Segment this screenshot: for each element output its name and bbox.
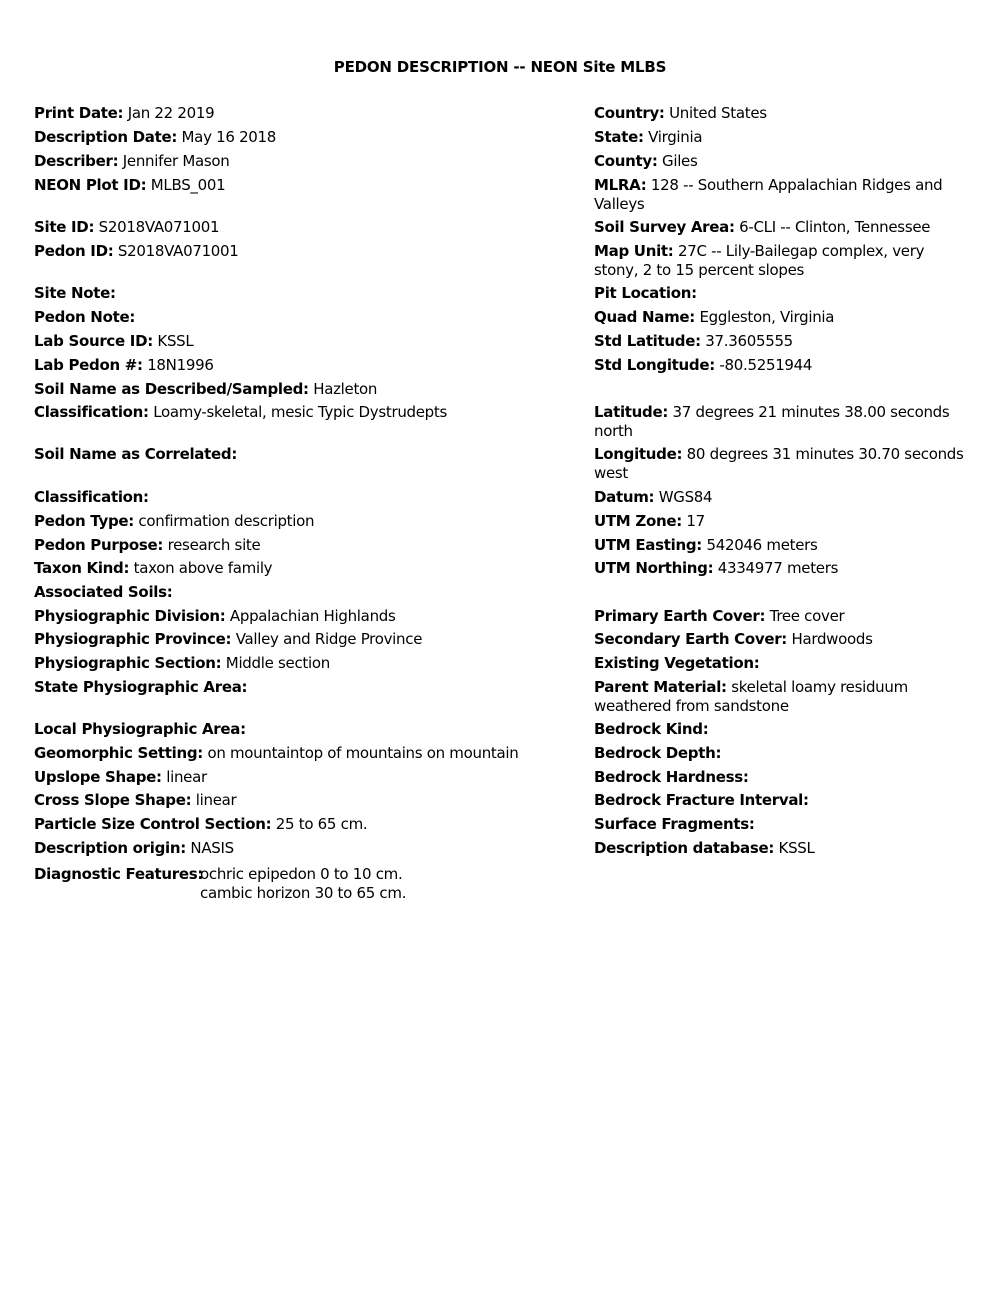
field-pedon-type: Pedon Type: confirmation description: [34, 512, 315, 530]
diagnostic-feature-item: ochric epipedon 0 to 10 cm.: [200, 865, 403, 883]
field-classification-correlated: Classification:: [34, 488, 149, 506]
field-soil-name-described: Soil Name as Described/Sampled: Hazleton: [34, 380, 378, 398]
field-utm-northing: UTM Northing: 4334977 meters: [594, 559, 839, 577]
field-site-id: Site ID: S2018VA071001: [34, 218, 220, 236]
field-map-unit: Map Unit: 27C -- Lily-Bailegap complex, very stony, 2 to 15 percent slopes: [594, 242, 925, 279]
field-describer: Describer: Jennifer Mason: [34, 152, 230, 170]
field-county: County: Giles: [594, 152, 698, 170]
field-std-longitude: Std Longitude: -80.5251944: [594, 356, 813, 374]
field-bedrock-kind: Bedrock Kind:: [594, 720, 709, 738]
field-lab-source-id: Lab Source ID: KSSL: [34, 332, 194, 350]
field-print-date: Print Date: Jan 22 2019: [34, 104, 215, 122]
field-utm-zone: UTM Zone: 17: [594, 512, 705, 530]
field-physiographic-division: Physiographic Division: Appalachian Highlands: [34, 607, 396, 625]
field-pedon-id: Pedon ID: S2018VA071001: [34, 242, 239, 260]
field-bedrock-fracture-interval: Bedrock Fracture Interval:: [594, 791, 809, 809]
field-physiographic-province: Physiographic Province: Valley and Ridge Province: [34, 630, 423, 648]
field-parent-material: Parent Material: skeletal loamy residuum weathered from sandstone: [594, 678, 908, 715]
field-quad-name: Quad Name: Eggleston, Virginia: [594, 308, 835, 326]
field-state-physiographic-area: State Physiographic Area:: [34, 678, 248, 696]
diagnostic-feature-item: cambic horizon 30 to 65 cm.: [200, 884, 407, 902]
field-soil-name-correlated: Soil Name as Correlated:: [34, 445, 238, 463]
field-diagnostic-features: Diagnostic Features:: [34, 865, 204, 883]
field-geomorphic-setting: Geomorphic Setting: on mountaintop of mountains on mountain: [34, 744, 519, 762]
field-primary-earth-cover: Primary Earth Cover: Tree cover: [594, 607, 845, 625]
field-pedon-note: Pedon Note:: [34, 308, 136, 326]
field-bedrock-hardness: Bedrock Hardness:: [594, 768, 749, 786]
field-state: State: Virginia: [594, 128, 703, 146]
field-particle-size-control-section: Particle Size Control Section: 25 to 65 cm.: [34, 815, 368, 833]
field-country: Country: United States: [594, 104, 767, 122]
field-physiographic-section: Physiographic Section: Middle section: [34, 654, 330, 672]
field-existing-vegetation: Existing Vegetation:: [594, 654, 760, 672]
field-upslope-shape: Upslope Shape: linear: [34, 768, 207, 786]
page-title: PEDON DESCRIPTION -- NEON Site MLBS: [333, 58, 667, 76]
field-soil-survey-area: Soil Survey Area: 6-CLI -- Clinton, Tennessee: [594, 218, 931, 236]
field-bedrock-depth: Bedrock Depth:: [594, 744, 722, 762]
field-datum: Datum: WGS84: [594, 488, 713, 506]
field-description-database: Description database: KSSL: [594, 839, 815, 857]
field-taxon-kind: Taxon Kind: taxon above family: [34, 559, 273, 577]
field-associated-soils: Associated Soils:: [34, 583, 173, 601]
field-longitude: Longitude: 80 degrees 31 minutes 30.70 seconds west: [594, 445, 964, 482]
field-latitude: Latitude: 37 degrees 21 minutes 38.00 seconds north: [594, 403, 950, 440]
diagnostic-features-list: [200, 865, 406, 903]
field-neon-plot-id: NEON Plot ID: MLBS_001: [34, 176, 226, 194]
field-classification: Classification: Loamy-skeletal, mesic Typic Dystrudepts: [34, 403, 447, 421]
field-mlra: MLRA: 128 -- Southern Appalachian Ridges and Valleys: [594, 176, 943, 213]
field-cross-slope-shape: Cross Slope Shape: linear: [34, 791, 237, 809]
field-description-origin: Description origin: NASIS: [34, 839, 234, 857]
field-local-physiographic-area: Local Physiographic Area:: [34, 720, 246, 738]
field-secondary-earth-cover: Secondary Earth Cover: Hardwoods: [594, 630, 873, 648]
field-site-note: Site Note:: [34, 284, 116, 302]
field-description-date: Description Date: May 16 2018: [34, 128, 277, 146]
field-pedon-purpose: Pedon Purpose: research site: [34, 536, 261, 554]
field-std-latitude: Std Latitude: 37.3605555: [594, 332, 793, 350]
field-pit-location: Pit Location:: [594, 284, 697, 302]
field-utm-easting: UTM Easting: 542046 meters: [594, 536, 818, 554]
field-lab-pedon-number: Lab Pedon #: 18N1996: [34, 356, 214, 374]
field-surface-fragments: Surface Fragments:: [594, 815, 755, 833]
